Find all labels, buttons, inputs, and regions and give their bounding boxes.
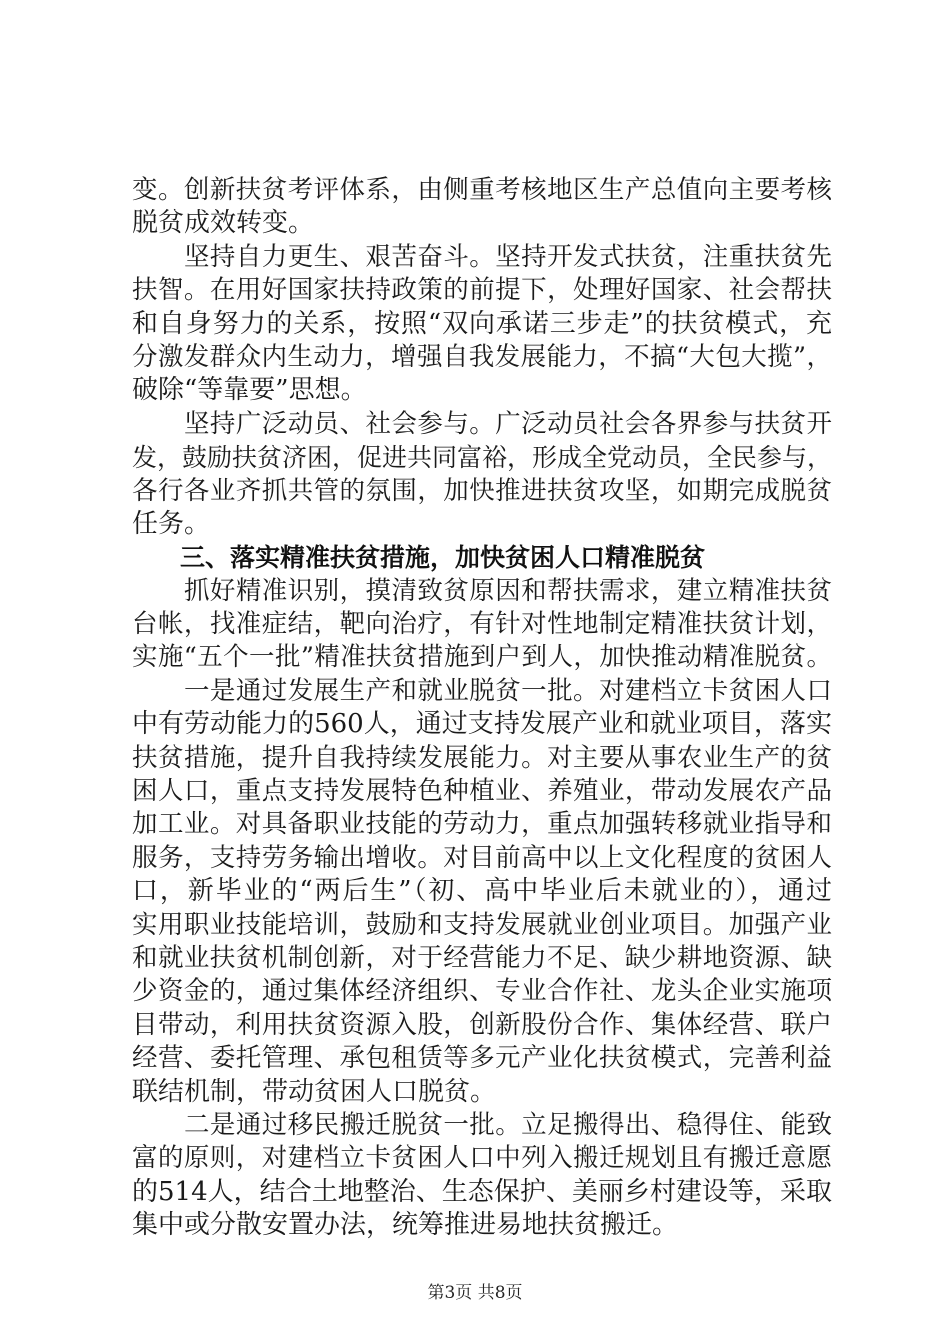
- text-line: 脱贫成效转变。: [132, 208, 315, 239]
- document-body: [132, 174, 832, 1243]
- text-line: 扶贫措施，提升自我持续发展能力。对主要从事农业生产的贫: [132, 742, 832, 773]
- text-line: 台帐，找准症结，靶向治疗，有针对性地制定精准扶贫计划，: [132, 609, 832, 640]
- text-line: 破除“等靠要”思想。: [132, 375, 367, 406]
- text-line: 任务。: [132, 508, 211, 539]
- text-line: 富的原则，对建档立卡贫困人口中列入搬迁规划且有搬迁意愿: [132, 1143, 832, 1174]
- text-line: 服务，支持劳务输出增收。对目前高中以上文化程度的贫困人: [132, 842, 832, 873]
- text-line: 二是通过移民搬迁脱贫一批。立足搬得出、稳得住、能致: [184, 1109, 832, 1140]
- text-line: 坚持自力更生、艰苦奋斗。坚持开发式扶贫，注重扶贫先: [184, 241, 832, 272]
- text-line: 发，鼓励扶贫济困，促进共同富裕，形成全党动员，全民参与，: [132, 443, 833, 473]
- paragraph: [132, 408, 832, 542]
- text-line: 口，新毕业的“两后生”（初、高中毕业后未就业的），通过: [132, 876, 832, 907]
- text-line: 和自身努力的关系，按照“双向承诺三步走”的扶贫模式，充: [132, 308, 832, 339]
- text-line: 经营、委托管理、承包租赁等多元产业化扶贫模式，完善利益: [132, 1043, 832, 1074]
- text-line: 变。创新扶贫考评体系，由侧重考核地区生产总值向主要考核: [132, 175, 832, 205]
- paragraph: [132, 241, 832, 408]
- text-line: 困人口，重点支持发展特色种植业、养殖业，带动发展农产品: [132, 776, 832, 807]
- paragraph: [132, 675, 832, 1109]
- text-line: 集中或分散安置办法，统筹推进易地扶贫搬迁。: [132, 1210, 679, 1241]
- text-line: 和就业扶贫机制创新，对于经营能力不足、缺少耕地资源、缺: [132, 942, 832, 973]
- text-line: 抓好精准识别，摸清致贫原因和帮扶需求，建立精准扶贫: [184, 575, 832, 606]
- text-line: 中有劳动能力的560人，通过支持发展产业和就业项目，落实: [132, 709, 832, 740]
- paragraph: [132, 1109, 832, 1243]
- text-line: 联结机制，带动贫困人口脱贫。: [132, 1076, 497, 1107]
- paragraph: [132, 575, 832, 675]
- text-line: 的514人，结合土地整治、生态保护、美丽乡村建设等，采取: [132, 1176, 832, 1207]
- text-line: 加工业。对具备职业技能的劳动力，重点加强转移就业指导和: [132, 809, 832, 840]
- page-number-footer: 第3页 共8页: [427, 1283, 523, 1303]
- text-line: 目带动，利用扶贫资源入股，创新股份合作、集体经营、联户: [132, 1009, 832, 1040]
- text-line: 各行各业齐抓共管的氛围，加快推进扶贫攻坚，如期完成脱贫: [132, 475, 832, 506]
- text-line: 实用职业技能培训，鼓励和支持发展就业创业项目。加强产业: [132, 909, 832, 940]
- text-line: 一是通过发展生产和就业脱贫一批。对建档立卡贫困人口: [184, 675, 832, 706]
- text-line: 分激发群众内生动力，增强自我发展能力，不搞“大包大揽”，: [132, 341, 832, 372]
- section-heading: 三、落实精准扶贫措施，加快贫困人口精准脱贫: [180, 543, 706, 573]
- paragraph: [132, 174, 832, 241]
- text-line: 扶智。在用好国家扶持政策的前提下，处理好国家、社会帮扶: [132, 275, 832, 306]
- text-line: 实施“五个一批”精准扶贫措施到户到人，加快推动精准脱贫。: [132, 642, 832, 673]
- text-line: 少资金的，通过集体经济组织、专业合作社、龙头企业实施项: [132, 976, 832, 1007]
- text-line: 坚持广泛动员、社会参与。广泛动员社会各界参与扶贫开: [184, 408, 832, 439]
